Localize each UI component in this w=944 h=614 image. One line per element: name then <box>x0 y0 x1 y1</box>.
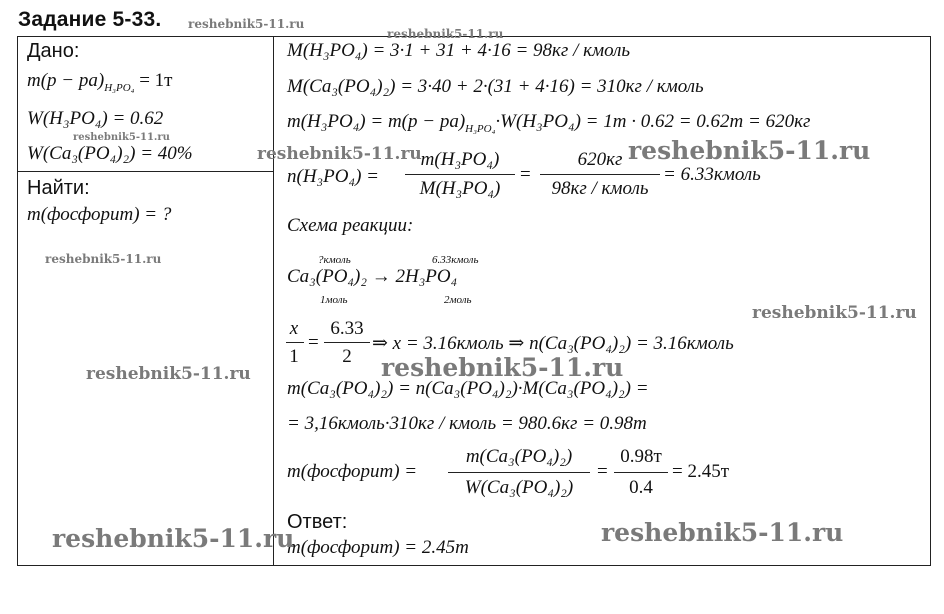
fraction-bar <box>540 174 660 175</box>
given-label: Дано: <box>27 40 80 62</box>
moles-acid-lhs: n(H₃PO₄) = <box>287 166 379 187</box>
mass-phosphorite-lhs: m(фосфорит) = <box>287 461 418 482</box>
find-target: m(фосфорит) = ? <box>27 204 172 225</box>
fraction-bar <box>324 342 370 343</box>
watermark: reshebnik5-11.ru <box>387 27 504 41</box>
page-title: Задание 5-33. <box>18 8 162 31</box>
answer-value: m(фосфорит) = 2.45т <box>287 537 469 558</box>
mass-phosphorite-denominator-value: 0.4 <box>629 477 653 498</box>
watermark: reshebnik5-11.ru <box>381 353 624 382</box>
watermark: reshebnik5-11.ru <box>752 303 917 323</box>
column-divider <box>273 36 274 566</box>
proportion-value: 6.33 <box>330 318 364 339</box>
moles-acid-numerator-value: 620кг <box>577 149 623 170</box>
mass-acid: $m(H_3PO_4) = m(p - pa)_{H_3PO_4}\cdot W(H_3PO_4) = 1т \cdot 0.62 = 0.62т = 620кг$ <box>287 111 811 135</box>
equals-sign: = <box>520 164 531 185</box>
find-label: Найти: <box>27 177 90 199</box>
moles-acid-denominator-value: 98кг / кмоль <box>551 178 649 199</box>
equals-sign: = <box>308 332 319 353</box>
molar-mass-acid: M(H₃PO₄) = 3·1 + 31 + 4·16 = 98кг / кмоль <box>287 40 631 61</box>
given-mass-solution: $m(p - pa)_{H_3PO_4} = 1т$ <box>27 70 173 94</box>
proportion-x: x <box>289 318 299 339</box>
proportion-two: 2 <box>342 346 352 367</box>
fraction-bar <box>614 472 668 473</box>
mass-phosphate-formula: m(Ca₃(PO₄)₂) = n(Ca₃(PO₄)₂)·M(Ca₃(PO₄)₂) = <box>287 378 649 399</box>
mass-phosphorite-numerator: m(Ca₃(PO₄)₂) <box>465 446 573 467</box>
fraction-bar <box>286 342 304 343</box>
reaction-equation: Ca₃(PO₄)₂ → 2H₃PO₄ <box>287 266 458 287</box>
watermark: reshebnik5-11.ru <box>52 524 295 553</box>
watermark: reshebnik5-11.ru <box>73 132 170 143</box>
scheme-top-left: ?кмоль <box>318 254 351 266</box>
mass-phosphorite-denominator: W(Ca₃(PO₄)₂) <box>464 477 574 498</box>
molar-mass-phosphate: M(Ca₃(PO₄)₂) = 3·40 + 2·(31 + 4·16) = 310кг / кмоль <box>287 76 704 97</box>
reaction-scheme-label: Схема реакции: <box>287 215 414 236</box>
moles-acid-result: = 6.33кмоль <box>663 164 761 185</box>
answer-label: Ответ: <box>287 511 348 533</box>
given-find-divider <box>17 171 274 172</box>
moles-acid-numerator: m(H₃PO₄) <box>420 149 500 170</box>
watermark: reshebnik5-11.ru <box>188 17 305 31</box>
fraction-bar <box>405 174 515 175</box>
watermark: reshebnik5-11.ru <box>601 518 844 547</box>
scheme-bottom-right: 2моль <box>444 294 472 306</box>
given-mass-fraction-phosphate: W(Ca₃(PO₄)₂) = 40% <box>27 143 193 164</box>
scheme-bottom-left: 1моль <box>320 294 348 306</box>
mass-phosphorite-result: = 2.45т <box>672 461 730 482</box>
mass-phosphate-value: = 3,16кмоль·310кг / кмоль = 980.6кг = 0.98т <box>287 413 647 434</box>
fraction-bar <box>448 472 590 473</box>
watermark: reshebnik5-11.ru <box>86 364 251 384</box>
moles-acid-denominator: M(H₃PO₄) <box>419 178 501 199</box>
watermark: reshebnik5-11.ru <box>628 136 871 165</box>
proportion-result: ⇒ x = 3.16кмоль ⇒ n(Ca₃(PO₄)₂) = 3.16кмоль <box>372 333 734 354</box>
watermark: reshebnik5-11.ru <box>45 252 162 266</box>
given-mass-fraction-acid: W(H₃PO₄) = 0.62 <box>27 108 164 129</box>
watermark: reshebnik5-11.ru <box>257 144 422 164</box>
mass-phosphorite-numerator-value: 0.98т <box>620 446 662 467</box>
scheme-top-right: 6.33кмоль <box>432 254 479 266</box>
equals-sign: = <box>597 461 608 482</box>
proportion-one: 1 <box>289 346 299 367</box>
